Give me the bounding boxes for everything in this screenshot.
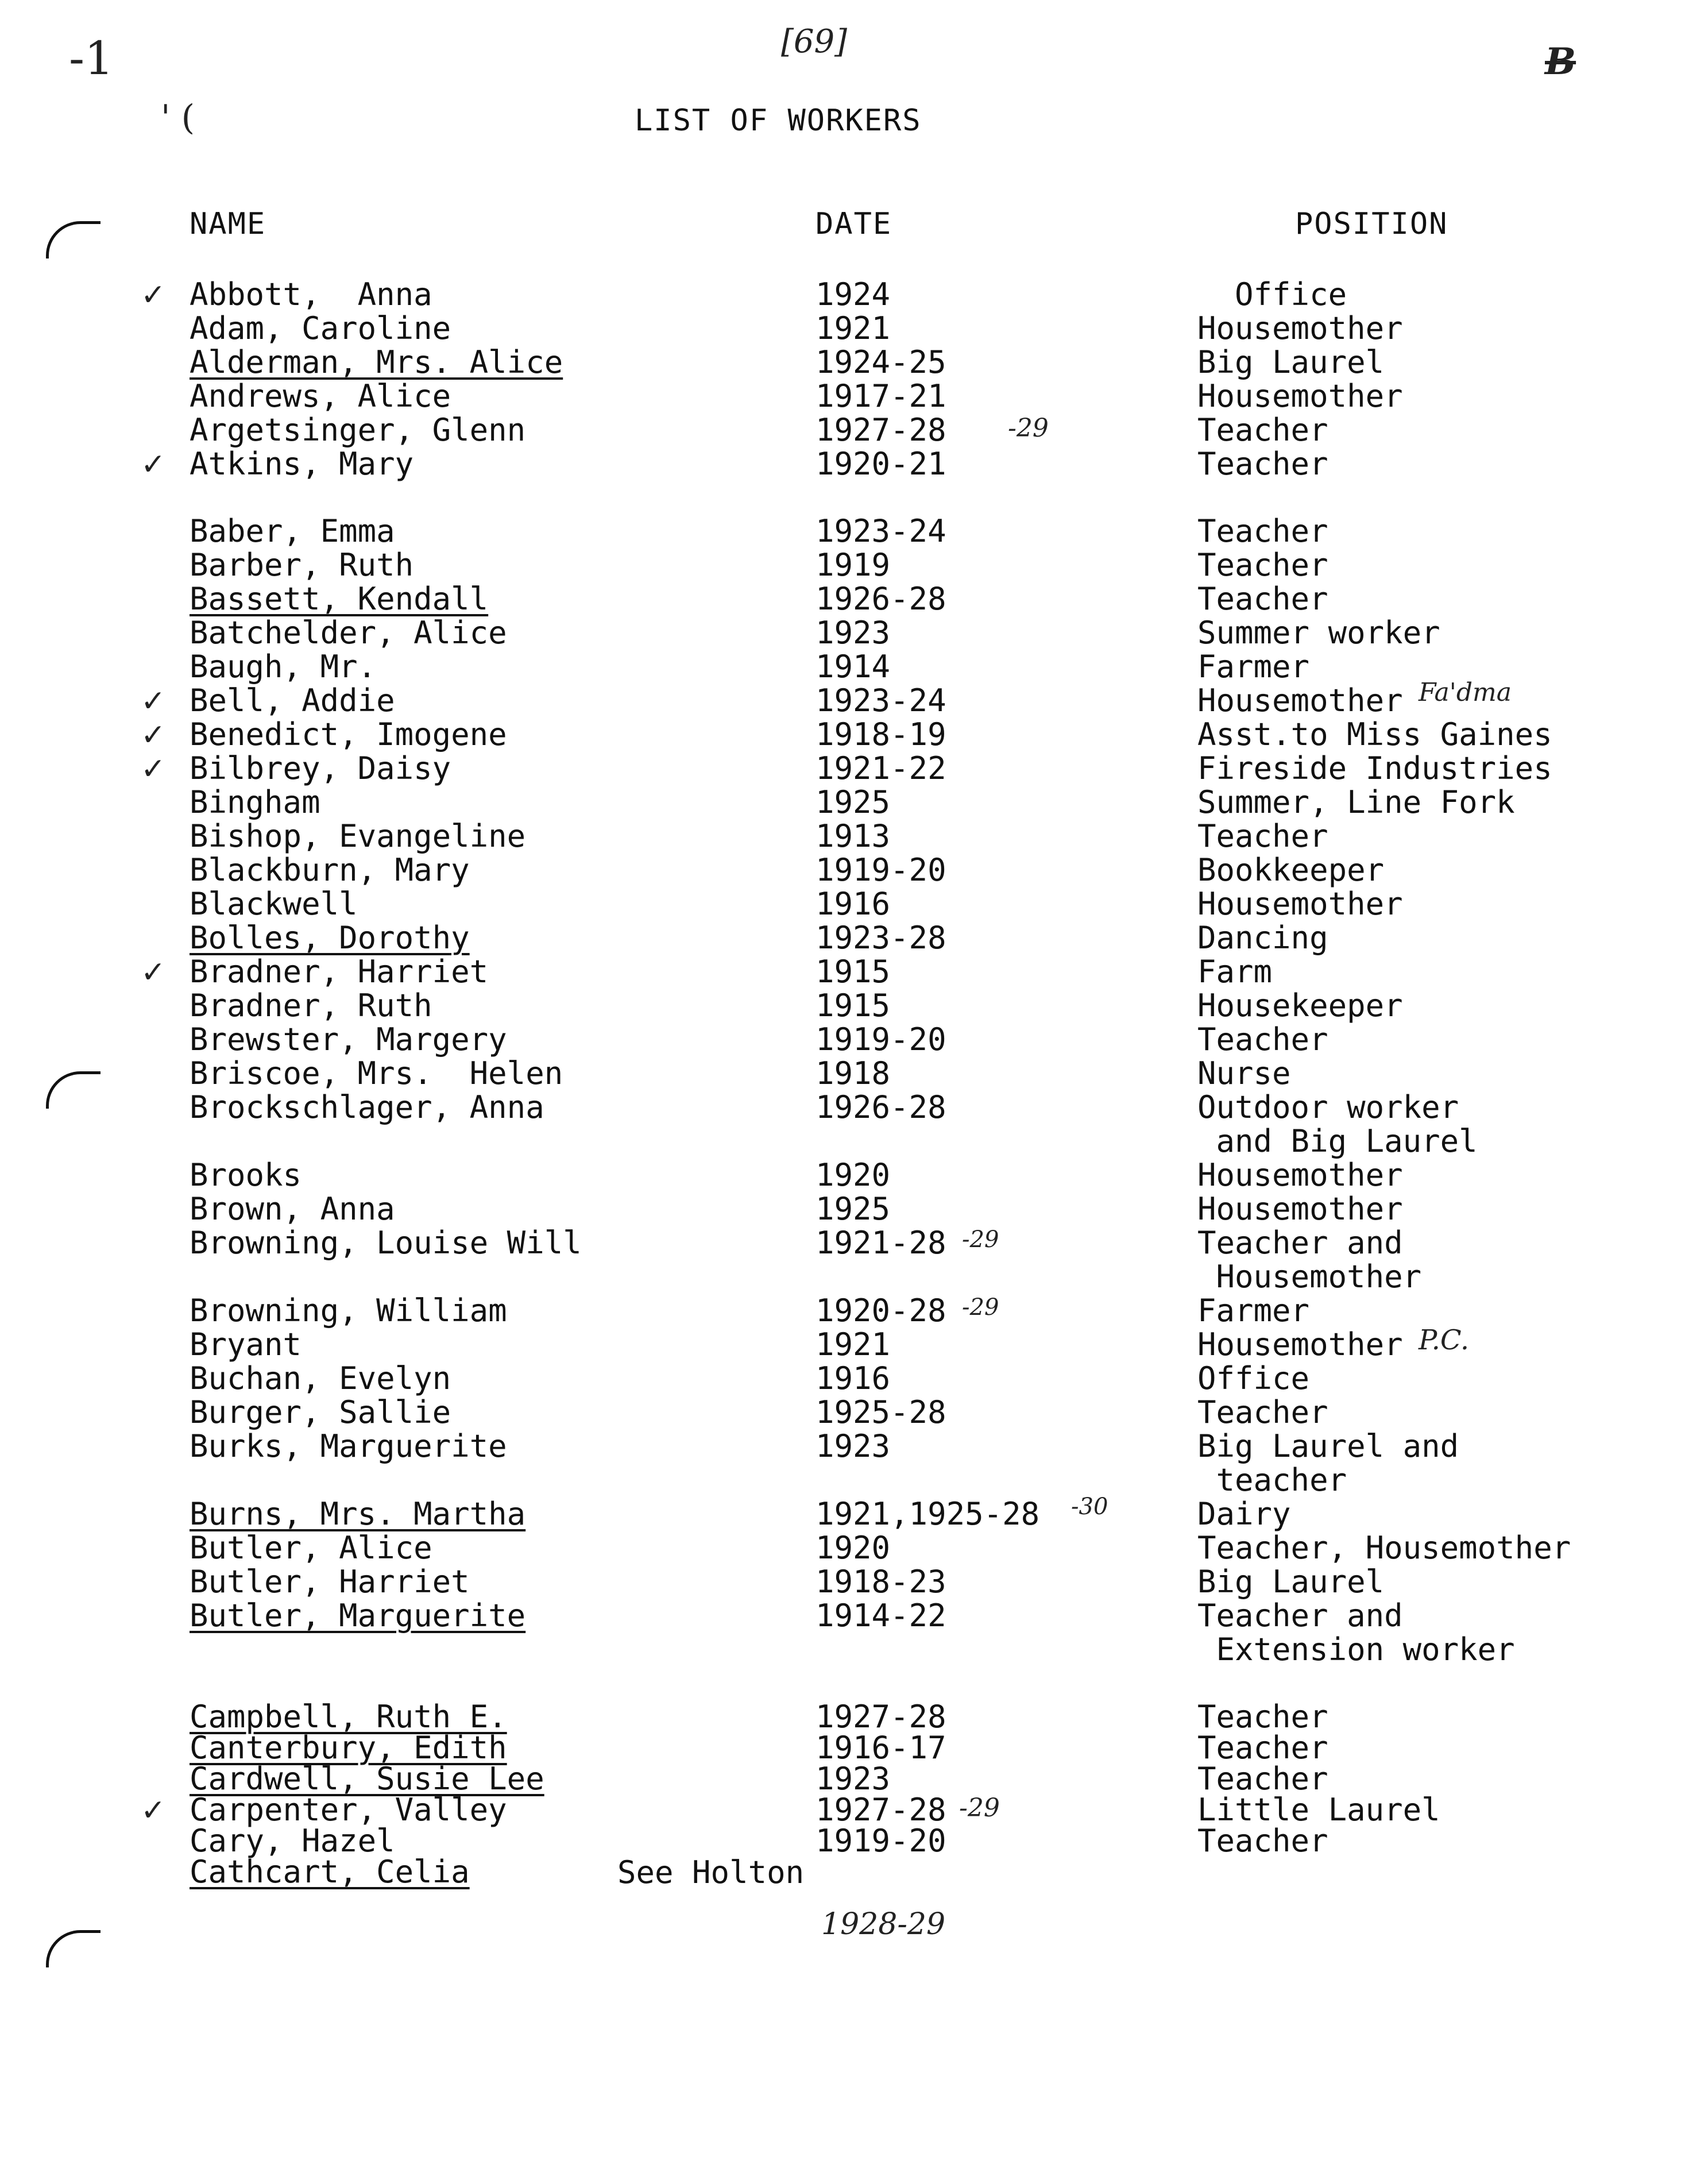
worker-name: Atkins, Mary [190,446,414,482]
worker-position: Teacher [1197,547,1328,583]
worker-position: Housemother [1197,1157,1403,1193]
worker-name: Butler, Alice [190,1530,432,1566]
table-row [0,1362,1685,1395]
worker-position: Housemother [1197,1326,1403,1363]
worker-name: Buchan, Evelyn [190,1360,451,1396]
table-row [0,1531,1685,1565]
table-row [0,1731,1685,1765]
table-row [0,1599,1685,1633]
worker-name: Andrews, Alice [190,378,451,414]
worker-name: Bassett, Kendall [190,581,489,617]
handwritten-note: -29 [962,1226,999,1253]
worker-name: Blackwell [190,886,358,922]
worker-position: Teacher, Housemother [1197,1530,1571,1566]
handwritten-note: P.C. [1419,1324,1470,1356]
table-row [0,888,1685,921]
worker-name: Bryant [190,1326,302,1363]
worker-date: 1921 [816,310,891,346]
worker-date: 1920 [816,1157,891,1193]
worker-name: Baugh, Mr. [190,649,377,685]
worker-name: Browning, William [190,1292,507,1329]
page-number-note: [69] [781,23,847,60]
worker-date: 1921,1925-28 [816,1496,1040,1532]
worker-date: 1913 [816,818,891,854]
worker-position: Housemother [1197,378,1403,414]
table-row [0,1294,1685,1328]
worker-position: Farmer [1197,1292,1310,1329]
worker-position: Teacher [1197,1021,1328,1058]
worker-date: 1915 [816,954,891,990]
check-mark: ✓ [141,955,166,990]
worker-date: 1927-28 [816,1792,946,1828]
worker-position: Big Laurel and [1197,1428,1459,1464]
worker-name: Benedict, Imogene [190,716,507,753]
worker-date: 1918 [816,1055,891,1091]
table-row [0,921,1685,955]
table-row [0,1159,1685,1192]
worker-name: Brewster, Margery [190,1021,507,1058]
worker-name: Bradner, Ruth [190,987,432,1024]
worker-name: Bell, Addie [190,682,395,719]
worker-date: 1923-24 [816,682,946,719]
worker-name: Brockschlager, Anna [190,1089,544,1125]
punch-hole-bottom [46,1930,101,1967]
worker-position: Little Laurel [1197,1792,1440,1828]
table-row [0,1700,1685,1734]
table-row [0,820,1685,853]
table-row [0,854,1685,887]
worker-position: Asst.to Miss Gaines [1197,716,1552,753]
worker-date: 1919-20 [816,1021,946,1058]
worker-position: Dancing [1197,920,1328,956]
worker-name: Browning, Louise Will [190,1225,582,1261]
worker-name: Adam, Caroline [190,310,451,346]
table-row [0,278,1685,311]
worker-position: Farm [1197,954,1273,990]
worker-position: Teacher [1197,513,1328,549]
worker-date: 1919-20 [816,1823,946,1859]
worker-date: 1915 [816,987,891,1024]
table-row [0,312,1685,345]
worker-date: 1921-22 [816,750,946,786]
worker-position: Teacher [1197,1823,1328,1859]
worker-name: Burks, Marguerite [190,1428,507,1464]
worker-date: 1919 [816,547,891,583]
worker-date: 1926-28 [816,1089,946,1125]
worker-position: Teacher [1197,581,1328,617]
worker-name: Batchelder, Alice [190,615,507,651]
worker-date: 1914-22 [816,1598,946,1634]
table-row [0,447,1685,481]
worker-name: Brooks [190,1157,302,1193]
table-row [0,1498,1685,1531]
table-row [0,515,1685,548]
worker-name: Butler, Harriet [190,1564,470,1600]
worker-date: 1924-25 [816,344,946,380]
worker-position: Teacher and [1197,1598,1403,1634]
worker-name: Burger, Sallie [190,1394,451,1430]
worker-position: Teacher [1197,1394,1328,1430]
worker-date: 1921-28 [816,1225,946,1261]
worker-position: Teacher [1197,818,1328,854]
worker-date: 1916-17 [816,1730,946,1766]
worker-date: 1920-28 [816,1292,946,1329]
table-row [0,1855,1685,1889]
table-row [0,1193,1685,1226]
worker-date: 1917-21 [816,378,946,414]
position-continuation: and Big Laurel [1197,1123,1478,1159]
see-note: See Holton [617,1854,805,1890]
table-row [0,1226,1685,1260]
worker-name: Canterbury, Edith [190,1730,507,1766]
worker-name: Barber, Ruth [190,547,414,583]
position-continuation: Extension worker [1197,1631,1515,1668]
worker-name: Brown, Anna [190,1191,395,1227]
worker-position: Housemother [1197,310,1403,346]
worker-position: Housemother [1197,682,1403,719]
worker-date: 1923 [816,1428,891,1464]
worker-position: Office [1197,1360,1310,1396]
worker-name: Bilbrey, Daisy [190,750,451,786]
table-row [0,1430,1685,1463]
worker-name: Bolles, Dorothy [190,920,470,956]
worker-date: 1923 [816,1761,891,1797]
handwritten-note: -30 [1071,1494,1108,1520]
check-mark: ✓ [141,447,166,482]
position-continuation: teacher [1197,1462,1347,1498]
worker-date: 1918-23 [816,1564,946,1600]
worker-date: 1924 [816,276,891,312]
check-mark: ✓ [141,752,166,786]
worker-position: Dairy [1197,1496,1291,1532]
table-row [0,989,1685,1022]
worker-position: Farmer [1197,649,1310,685]
check-mark: ✓ [141,718,166,753]
table-row [0,414,1685,447]
worker-name: Bradner, Harriet [190,954,489,990]
table-row [0,380,1685,413]
table-row [0,1793,1685,1827]
handwritten-date: 1928-29 [821,1907,946,1942]
column-header-name: NAME [190,207,266,241]
handwritten-note: -29 [959,1793,1000,1823]
worker-date: 1914 [816,649,891,685]
scribble-mark: ' ( [161,98,195,138]
table-row [0,786,1685,819]
worker-position: Teacher [1197,1730,1328,1766]
table-row [0,955,1685,989]
column-header-date: DATE [816,207,892,241]
worker-date: 1925 [816,784,891,820]
worker-date: 1923-28 [816,920,946,956]
worker-position: Teacher [1197,412,1328,448]
worker-name: Burns, Mrs. Martha [190,1496,526,1532]
worker-name: Argetsinger, Glenn [190,412,526,448]
worker-date: 1923-24 [816,513,946,549]
worker-date: 1925 [816,1191,891,1227]
worker-name: Cary, Hazel [190,1823,395,1859]
worker-name: Bishop, Evangeline [190,818,526,854]
table-row [0,1565,1685,1599]
worker-date: 1926-28 [816,581,946,617]
worker-position: Housemother [1197,886,1403,922]
worker-date: 1920-21 [816,446,946,482]
worker-name: Baber, Emma [190,513,395,549]
table-row [0,582,1685,616]
worker-name: Briscoe, Mrs. Helen [190,1055,563,1091]
table-row [0,1824,1685,1858]
worker-position: Big Laurel [1197,1564,1385,1600]
position-continuation: Housemother [1197,1259,1422,1295]
table-row [0,346,1685,379]
worker-position: Fireside Industries [1197,750,1552,786]
column-header-position: POSITION [1295,207,1448,241]
worker-position: Big Laurel [1197,344,1385,380]
worker-position: Teacher and [1197,1225,1403,1261]
worker-date: 1925-28 [816,1394,946,1430]
table-row [0,1057,1685,1090]
worker-name: Blackburn, Mary [190,852,470,888]
worker-name: Alderman, Mrs. Alice [190,344,563,380]
worker-date: 1919-20 [816,852,946,888]
check-mark: ✓ [141,278,166,312]
handwritten-note: Fa'dma [1419,678,1512,707]
table-row [0,549,1685,582]
worker-position: Office [1197,276,1347,312]
corner-letter: B [1545,40,1576,83]
worker-position: Nurse [1197,1055,1291,1091]
table-row [0,616,1685,650]
worker-date: 1927-28 [816,412,946,448]
handwritten-note: -29 [962,1294,999,1321]
page-title: LIST OF WORKERS [635,103,922,138]
worker-position: Housekeeper [1197,987,1403,1024]
table-row [0,718,1685,751]
worker-name: Campbell, Ruth E. [190,1699,507,1735]
worker-name: Butler, Marguerite [190,1598,526,1634]
worker-position: Teacher [1197,1699,1328,1735]
worker-date: 1927-28 [816,1699,946,1735]
check-mark: ✓ [141,684,166,719]
worker-name: Abbott, Anna [190,276,432,312]
check-mark: ✓ [141,1793,166,1828]
worker-date: 1923 [816,615,891,651]
table-row [0,752,1685,785]
worker-position: Housemother [1197,1191,1403,1227]
worker-date: 1916 [816,1360,891,1396]
worker-position: Summer, Line Fork [1197,784,1515,820]
table-row [0,1091,1685,1124]
table-row [0,1023,1685,1056]
table-row [0,1762,1685,1796]
worker-name: Cardwell, Susie Lee [190,1761,544,1797]
worker-position: Teacher [1197,446,1328,482]
worker-name: Carpenter, Valley [190,1792,507,1828]
worker-date: 1916 [816,886,891,922]
scribble-mark: -1 [69,32,114,85]
worker-date: 1920 [816,1530,891,1566]
worker-position: Teacher [1197,1761,1328,1797]
handwritten-note: -29 [1008,414,1049,443]
worker-name: Cathcart, Celia [190,1854,470,1890]
worker-position: Bookkeeper [1197,852,1385,888]
worker-position: Summer worker [1197,615,1440,651]
worker-name: Bingham [190,784,320,820]
worker-date: 1921 [816,1326,891,1363]
worker-position: Outdoor worker [1197,1089,1459,1125]
worker-date: 1918-19 [816,716,946,753]
table-row [0,1396,1685,1429]
punch-hole-top [46,221,101,258]
